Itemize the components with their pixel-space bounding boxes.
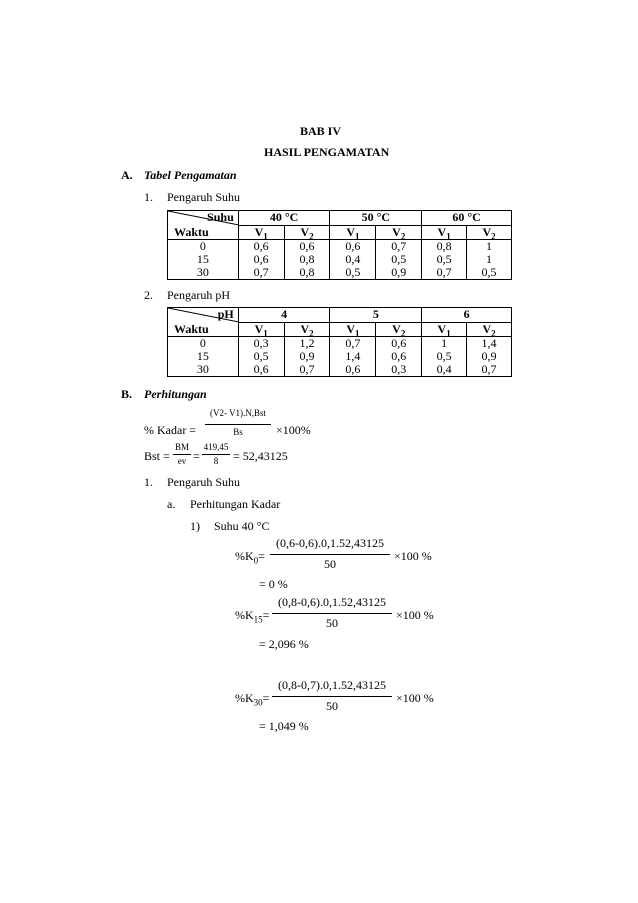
fraction-bar: [173, 454, 191, 455]
table-cell: 1: [467, 240, 512, 254]
bst-formula-rhs: = 52,43125: [233, 449, 288, 463]
table-subheader: $V_2$: [376, 322, 422, 337]
table-cell: 0,4: [330, 253, 376, 266]
table-cell: 0,7: [422, 266, 467, 280]
table-cell: 0,6: [238, 240, 284, 254]
table-cell: 0,6: [238, 363, 284, 377]
table-header-group: 40 °C: [238, 211, 330, 226]
bst-denominator-1: ev: [177, 456, 187, 466]
calc-numerator: (0,6-0,6).0,1.52,43125: [276, 536, 384, 550]
table-cell: 1,4: [330, 350, 376, 363]
table-header-group: 50 °C: [330, 211, 422, 226]
bst-formula-lhs: Bst =: [144, 449, 170, 463]
table-subheader: $V_1$: [330, 322, 376, 337]
table-pengaruh-ph: [167, 307, 512, 377]
table-cell: 0,5: [330, 266, 376, 280]
table-cell: 0,6: [330, 240, 376, 254]
table-header-group: 6: [422, 308, 512, 323]
calc-rhs: ×100 %: [396, 691, 434, 705]
corner-bottom-label: Waktu: [174, 322, 209, 336]
table-cell: 0,8: [284, 266, 330, 280]
table-subheader: $V_2$: [284, 322, 330, 337]
table-cell: 0,6: [330, 363, 376, 377]
table-cell: 1,2: [284, 337, 330, 351]
table-cell: 0,7: [376, 240, 422, 254]
table-row: [168, 266, 512, 280]
table-cell: 0,7: [238, 266, 284, 280]
table-row: [168, 240, 512, 254]
corner-top-label: pH: [217, 307, 234, 321]
item-1-label: Pengaruh Suhu: [167, 190, 240, 204]
section-b-title: Perhitungan: [144, 387, 207, 401]
corner-bottom-label: Waktu: [174, 225, 209, 239]
table-cell: 0,3: [376, 363, 422, 377]
table-cell: 0,9: [376, 266, 422, 280]
bst-fraction-1: [172, 442, 192, 468]
table-cell: 15: [168, 253, 239, 266]
table-cell: 0,4: [422, 363, 467, 377]
calc-numerator: (0,8-0,6).0,1.52,43125: [278, 595, 386, 609]
calc-rhs: ×100 %: [394, 549, 432, 563]
calc-denominator: 50: [324, 557, 336, 571]
table-subheader: $V_2$: [467, 322, 512, 337]
table-subheader: $V_1$: [238, 225, 284, 240]
table-cell: 0,6: [376, 350, 422, 363]
table-subheader: $V_1$: [238, 322, 284, 337]
table-cell: 0,6: [284, 240, 330, 254]
calc-result: = 2,096 %: [259, 637, 309, 651]
table-cell: 0,7: [284, 363, 330, 377]
calc-fraction: [270, 536, 390, 572]
table-corner-cell: [168, 308, 239, 337]
sub-1-num: 1): [190, 519, 200, 533]
table-header-group: 4: [238, 308, 330, 323]
table-cell: 30: [168, 266, 239, 280]
b-item-1-label: Pengaruh Suhu: [167, 475, 240, 489]
item-2-label: Pengaruh pH: [167, 288, 230, 302]
bst-numerator-1: BM: [174, 442, 189, 452]
table-row: [168, 253, 512, 266]
corner-top-label: Suhu: [207, 210, 234, 224]
table-cell: 0,3: [238, 337, 284, 351]
bst-eq: =: [193, 449, 200, 463]
table-subheader: $V_2$: [467, 225, 512, 240]
table-row: [168, 337, 512, 351]
table-subheader: $V_2$: [376, 225, 422, 240]
table-cell: 0,5: [376, 253, 422, 266]
table-cell: 0,5: [422, 253, 467, 266]
table-cell: 0,5: [467, 266, 512, 280]
table-cell: 0,5: [238, 350, 284, 363]
calc-result: = 1,049 %: [259, 719, 309, 733]
calc-result: = 0 %: [259, 577, 288, 591]
b-item-1-num: 1.: [144, 475, 153, 489]
kadar-formula-rhs: ×100%: [276, 423, 311, 437]
fraction-bar: [272, 696, 392, 697]
table-cell: 0,7: [467, 363, 512, 377]
table-cell: 1: [467, 253, 512, 266]
table-header-group: 5: [330, 308, 422, 323]
table-header-group: 60 °C: [422, 211, 512, 226]
table-cell: 0,9: [284, 350, 330, 363]
calc-fraction: [272, 595, 392, 631]
fraction-bar: [205, 424, 271, 425]
table-cell: 30: [168, 363, 239, 377]
table-row: [168, 350, 512, 363]
calc-denominator: 50: [326, 616, 338, 630]
table-cell: 1: [422, 337, 467, 351]
calc-numerator: (0,8-0,7).0,1.52,43125: [278, 678, 386, 692]
fraction-bar: [270, 554, 390, 555]
kadar-denominator: Bs: [233, 427, 243, 437]
bst-fraction-2: [201, 442, 231, 468]
table-cell: 0,8: [422, 240, 467, 254]
table-cell: 0: [168, 337, 239, 351]
section-a-letter: A.: [121, 168, 133, 182]
calc-lhs: $\%K_0=$: [235, 549, 265, 566]
table-row: [168, 363, 512, 377]
calc-lhs: $\%K_{30}=$: [235, 691, 270, 708]
calc-lhs: $\%K_{15}=$: [235, 608, 270, 625]
table-pengaruh-suhu: [167, 210, 512, 280]
fraction-bar: [272, 613, 392, 614]
table-subheader: $V_1$: [330, 225, 376, 240]
table-cell: 0,9: [467, 350, 512, 363]
table-subheader: $V_2$: [284, 225, 330, 240]
chapter-title: HASIL PENGAMATAN: [264, 145, 390, 159]
chapter-label: BAB IV: [300, 124, 342, 138]
bst-denominator-2: 8: [213, 456, 219, 466]
table-subheader: $V_1$: [422, 225, 467, 240]
bst-numerator-2: 419,45: [203, 442, 229, 452]
kadar-formula-lhs: % Kadar =: [144, 423, 197, 437]
table-cell: 0: [168, 240, 239, 254]
calc-rhs: ×100 %: [396, 608, 434, 622]
item-2-num: 2.: [144, 288, 153, 302]
table-cell: 15: [168, 350, 239, 363]
sub-1-label: Suhu 40 °C: [214, 519, 270, 533]
table-cell: 0,7: [330, 337, 376, 351]
sub-a-label: Perhitungan Kadar: [190, 497, 281, 511]
item-1-num: 1.: [144, 190, 153, 204]
kadar-numerator: (V2- V1).N,Bst: [209, 408, 267, 418]
calc-denominator: 50: [326, 699, 338, 713]
table-corner-cell: [168, 211, 239, 240]
section-b-letter: B.: [121, 387, 133, 401]
section-a-title: Tabel Pengamatan: [144, 168, 237, 182]
table-subheader: $V_1$: [422, 322, 467, 337]
fraction-bar: [202, 454, 230, 455]
sub-a-letter: a.: [167, 497, 176, 511]
table-cell: 0,6: [376, 337, 422, 351]
table-cell: 0,5: [422, 350, 467, 363]
table-cell: 0,8: [284, 253, 330, 266]
table-cell: 1,4: [467, 337, 512, 351]
calc-fraction: [272, 678, 392, 714]
table-cell: 0,6: [238, 253, 284, 266]
kadar-fraction: [203, 408, 273, 440]
